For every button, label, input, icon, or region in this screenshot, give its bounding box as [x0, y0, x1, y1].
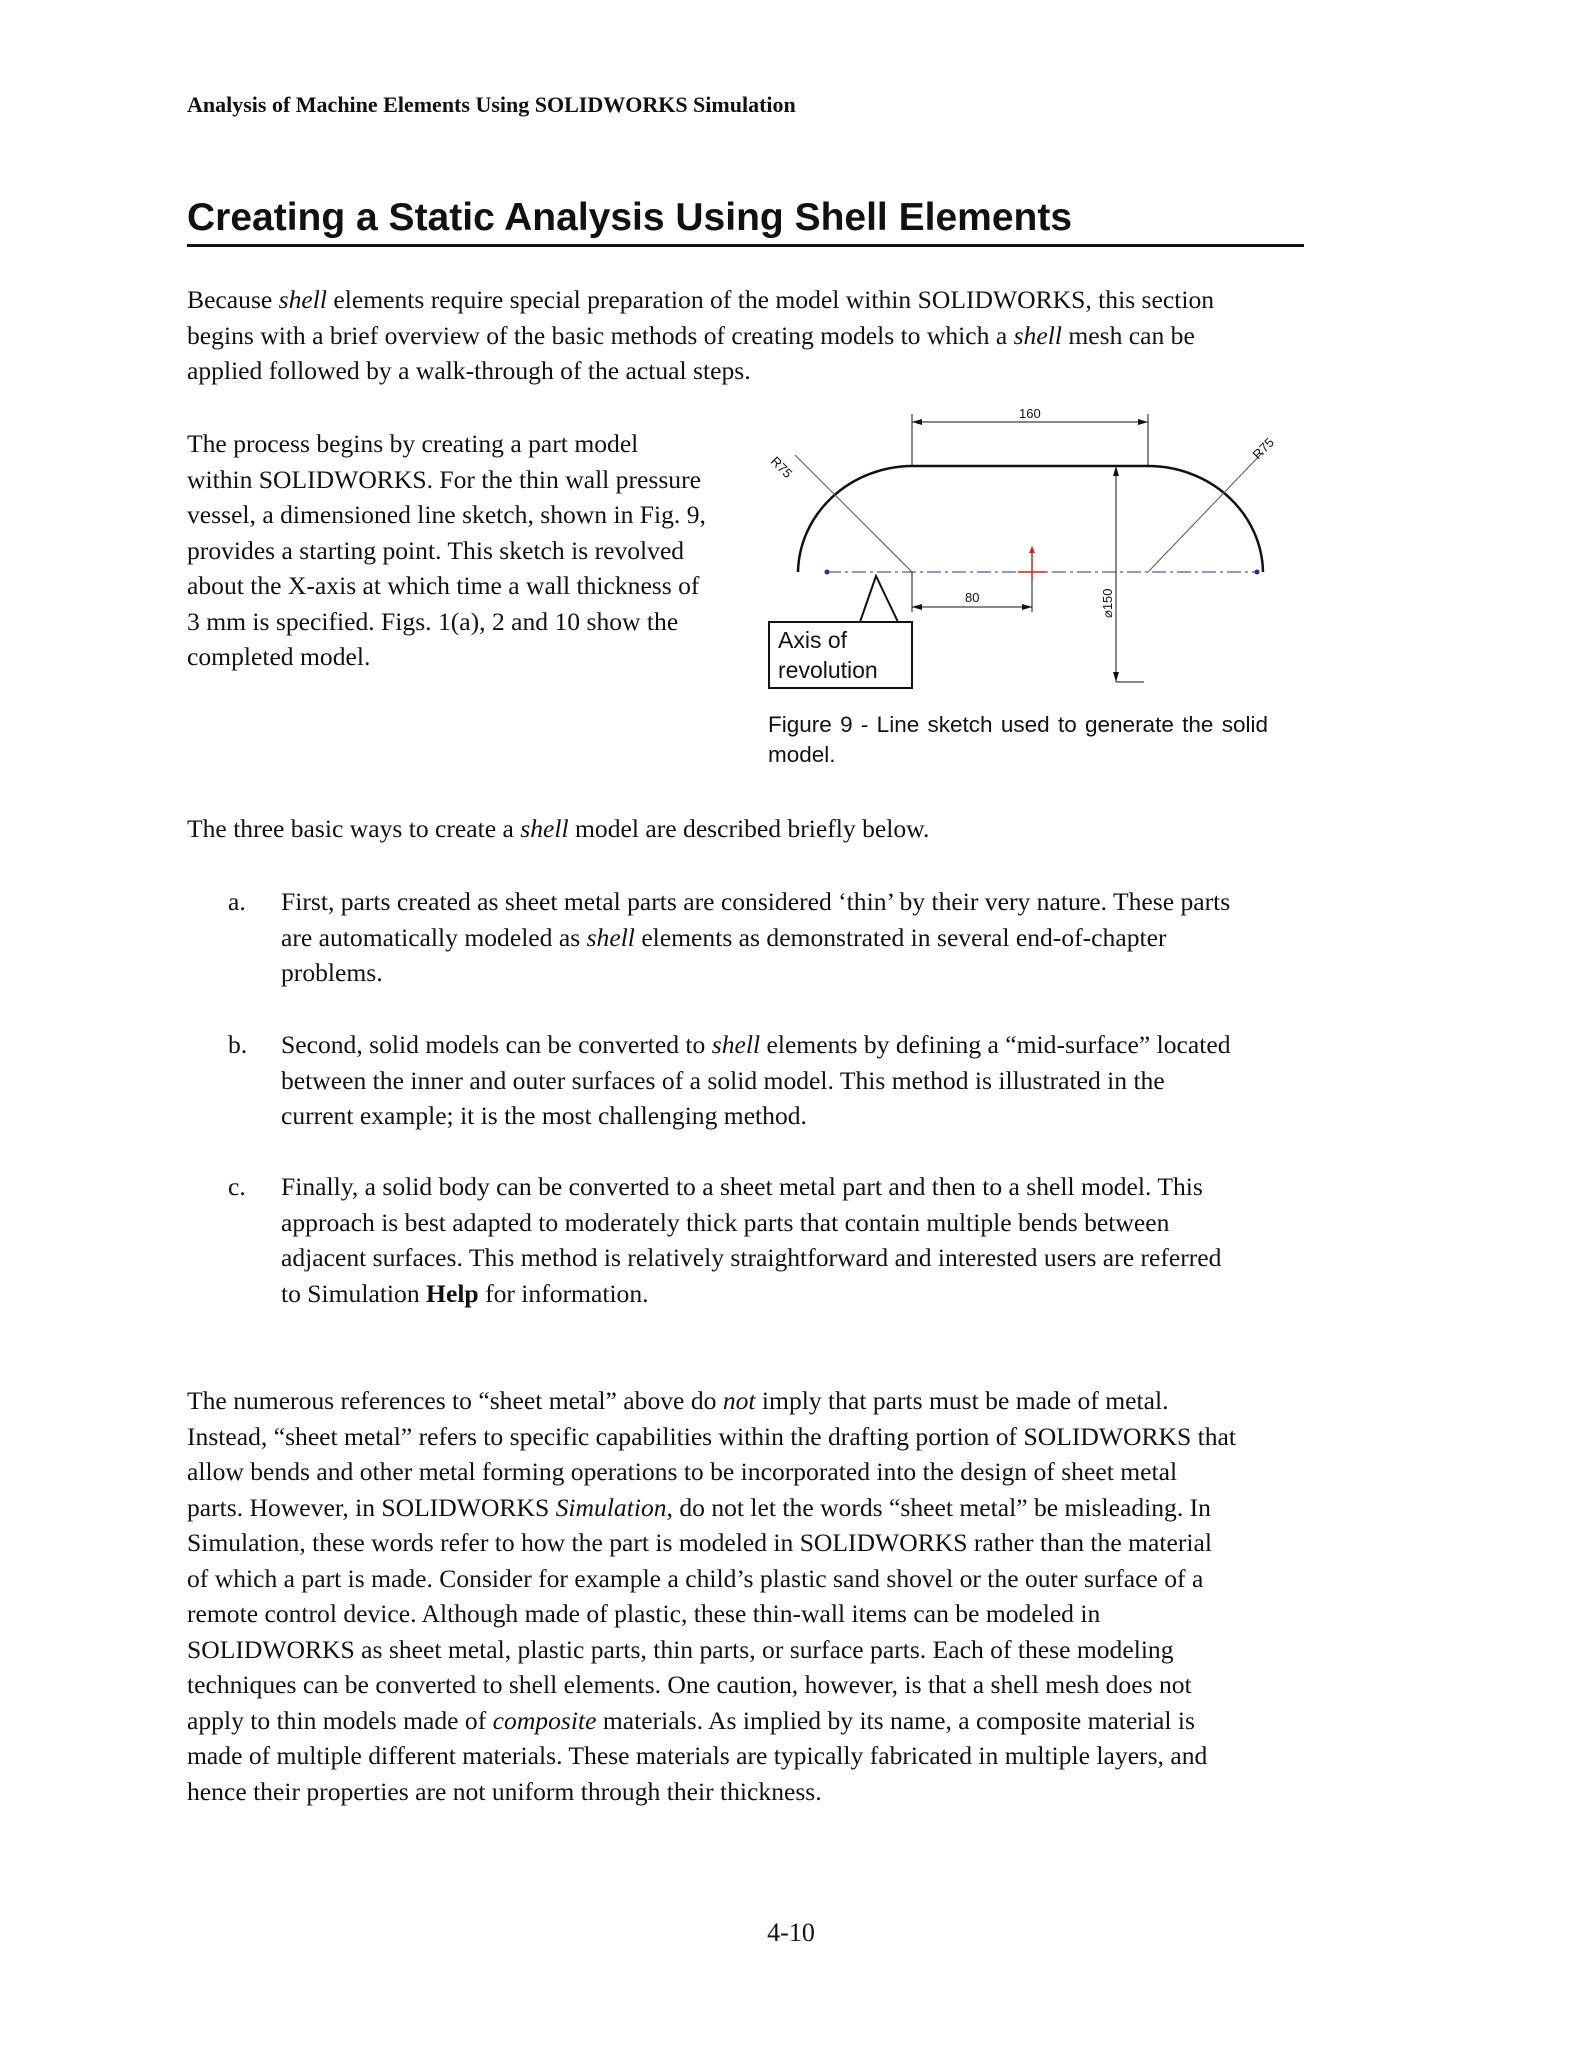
callout-pointer — [860, 576, 898, 622]
radius-label-right: R75 — [1249, 434, 1277, 463]
radius-label-left: R75 — [767, 453, 796, 481]
arrow-right — [1138, 419, 1148, 425]
list-item-text: Finally, a solid body can be converted to a sheet metal part and then to a shell model. This approach is best adapted to moderately thick parts that contain multiple bends between adjacent surfaces. This method is relatively straightforward and interested users are referred to Simulation Help for information. — [281, 1172, 1222, 1308]
callout-line-1: Axis of — [778, 627, 848, 653]
dia-arrow-bottom — [1113, 672, 1119, 682]
list-item-text: Second, solid models can be converted to shell elements by defining a “mid-surface” located between the inner and outer surfaces of a solid model. This method is illustrated in the current example; it is the most challenging method. — [281, 1030, 1231, 1130]
radius-leader-left — [795, 455, 912, 572]
dim80-arrow-right — [1022, 604, 1032, 610]
sheet-metal-paragraph: The numerous references to “sheet metal” above do not imply that parts must be made of metal. Instead, “sheet metal” refers to specific capabilities within the drafting portion of SOLIDWORKS that allow bends and other metal forming operations to be incorporated into the design of sheet metal parts. However, in SOLIDWORKS Simulation, do not let the words “sheet metal” be misleading. In Simulation, these words refer to how the part is modeled in SOLIDWORKS rather than the material of which a part is made. Consider for example a child’s plastic sand shovel or the outer surface of a remote control device. Although made of plastic, these thin-wall items can be modeled in SOLIDWORKS as sheet metal, plastic parts, thin parts, or surface parts. Each of these modeling techniques can be converted to shell elements. One caution, however, is that a shell mesh does not apply to thin models made of composite materials. As implied by its name, a composite material is made of multiple different materials. These materials are typically fabricated in multiple layers, and hence their properties are not uniform through their thickness. — [187, 1386, 1237, 1806]
origin-arrow — [1029, 546, 1035, 553]
list-item-text: First, parts created as sheet metal parts are considered ‘thin’ by their very nature. These parts are automatically modeled as shell elements as demonstrated in several end-of-chapter problems. — [281, 887, 1231, 987]
running-head: Analysis of Machine Elements Using SOLIDWORKS Simulation — [187, 92, 796, 117]
three-ways-paragraph: The three basic ways to create a shell model are described briefly below. — [187, 814, 930, 843]
dim-center-label: 80 — [965, 590, 980, 605]
section-title: Creating a Static Analysis Using Shell Elements — [187, 196, 1304, 247]
page-number: 4-10 — [767, 1918, 815, 1947]
dim-diameter-label: ⌀150 — [1100, 588, 1115, 618]
axis-end-point-right — [1255, 570, 1260, 575]
axis-of-revolution-callout — [768, 621, 913, 689]
dim-top-label: 160 — [1019, 406, 1041, 421]
process-paragraph: The process begins by creating a part model within SOLIDWORKS. For the thin wall pressure vessel, a dimensioned line sketch, shown in Fig. 9, provides a starting point. This sketch is revolved about the X-axis at which time a wall thickness of 3 mm is specified. Figs. 1(a), 2 and 10 show the completed model. — [187, 429, 706, 671]
dia-arrow-top — [1113, 466, 1119, 476]
list-letter: a. — [228, 887, 246, 916]
list-letter: c. — [228, 1172, 246, 1201]
axis-end-point-left — [825, 570, 830, 575]
figure-caption: Figure 9 - Line sketch used to generate the solid model. — [768, 712, 1268, 767]
intro-paragraph: Because shell elements require special preparation of the model within SOLIDWORKS, this section begins with a brief overview of the basic methods of creating models to which a shell mesh can be applied followed by a walk-through of the actual steps. — [187, 285, 1215, 385]
callout-line-2: revolution — [778, 657, 878, 683]
list-letter: b. — [228, 1030, 248, 1059]
dim80-arrow-left — [912, 604, 922, 610]
profile-outline — [798, 466, 1263, 572]
arrow-left — [912, 419, 922, 425]
radius-leader-right — [1148, 452, 1263, 572]
